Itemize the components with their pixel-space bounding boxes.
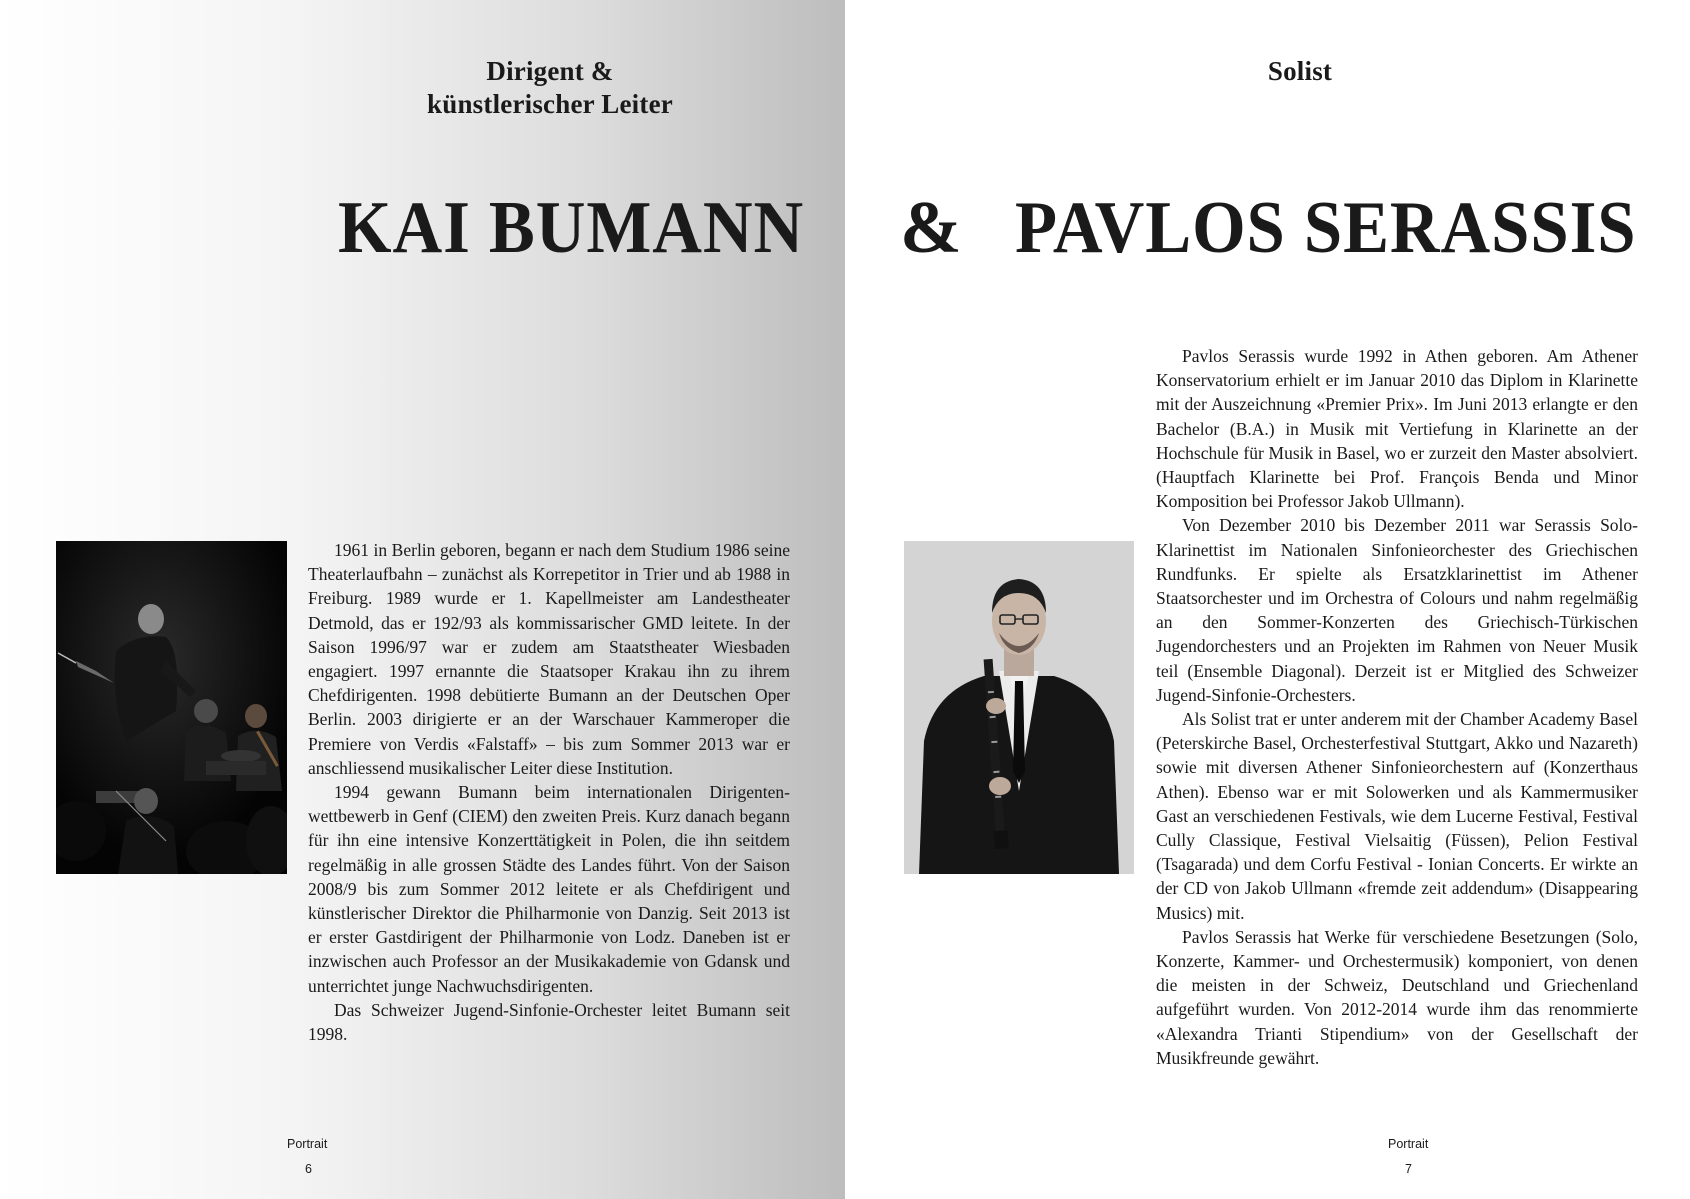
left-footer-section-label: Portrait <box>287 1137 328 1151</box>
left-role-heading <box>380 55 720 121</box>
left-role-line1: Dirigent & <box>486 56 614 86</box>
soloist-bio-paragraph: Als Solist trat er unter anderem mit der Chamber Academy Basel (Peterskirche Basel, Orchesterfestival Stuttgart, Akko und Nazareth) sowie mit diversen Athener Sinfonieorchestern auf (Konzerthaus Athen). Ebenso war er mit Solowerken und als Kammermusiker Gast an verschiedenen Festivals, wie dem Lucerne Festival, Festival Cully Classique, Festival Vielsaitig (Füssen), Pelion Festival (Tsagarada) und dem Corfu Festival - Ionian Concerts. Er wirkte an der CD von Jakob Ullmann «fremde zeit addendum» (Disappearing Musics) mit. <box>1156 709 1638 923</box>
right-role-heading: Solist <box>1267 56 1333 86</box>
soloist-biography <box>1156 344 1638 1070</box>
ampersand: & <box>900 187 963 269</box>
conductor-photo <box>56 541 287 874</box>
left-page-number: 6 <box>305 1162 312 1176</box>
soloist-bio-paragraph: Pavlos Serassis wurde 1992 in Athen geboren. Am Athener Konservatorium erhielt er im Januar 2010 das Diplom in Klarinette mit der Auszeichnung «Premier Prix». Im Juni 2013 erlangte er den Bachelor (B.A.) in Musik mit Vertiefung in Klarinette an der Hochschule für Musik in Basel, wo er zurzeit den Master absolviert. (Hauptfach Klarinette bei Prof. François Benda und Minor Komposition bei Professor Jakob Ullmann). <box>1156 346 1638 512</box>
conductor-bio-paragraph: 1994 gewann Bumann beim internationalen Dirigentenwettbewerb in Genf (CIEM) den zweiten Preis. Kurz danach begann für ihn eine intensive Konzerttätigkeit in Polen, die ihn seitdem regelmäßig in alle grossen Städte des Landes führt. Von der Saison 2008/9 bis zum Sommer 2012 leitete er als Chefdirigent und künstlerischer Direktor die Philharmonie von Danzig. Seit 2013 ist er erster Gastdirigent der Philharmonie von Lodz. Daneben ist er inzwischen auch Professor an der Musikakademie von Gdansk und unterrichtet junge Nachwuchsdirigenten. <box>308 782 790 996</box>
conductor-biography <box>308 538 790 1046</box>
conductor-bio-paragraph: 1961 in Berlin geboren, begann er nach dem Studium 1986 seine Theaterlaufbahn – zunächst als Korrepetitor in Trier und ab 1988 in Freiburg. 1989 wurde er 1. Kapellmeister am Landestheater Detmold, das er 192/93 als kommissarischer GMD leitete. In der Saison 1996/97 war er zudem am Staatstheater Wiesbaden engagiert. 1997 ernannte die Staatsoper Krakau ihn zu ihrem Chefdirigenten. 1998 debütierte Bumann an der Deutschen Oper Berlin. 2003 dirigierte er an der Warschauer Kammeroper die Premiere von Verdis «Falstaff» – bis zum Sommer 2013 war er anschliessend musikalischer Leiter diese Institution. <box>308 540 790 778</box>
left-role-line2: künstlerischer Leiter <box>427 89 673 119</box>
soloist-photo-illustration <box>904 541 1134 874</box>
soloist-bio-paragraph: Von Dezember 2010 bis Dezember 2011 war Serassis Solo-Klarinettist im Nationalen Sinfonieorchester des Griechischen Rundfunks. Er spielte als Ersatzklarinettist im Athener Staatsorchester und im Orchestra of Colours und nahm regelmäßig an den Sommer-Konzerten des Griechisch-Türkischen Jugendorchesters und an Projekten im Rahmen von Neuer Musik teil (Ensemble Diagonal). Derzeit ist er Mitglied des Schweizer Jugend-Sinfonie-Orchesters. <box>1156 515 1638 705</box>
conductor-bio-paragraph: Das Schweizer Jugend-Sinfonie-Orchester leitet Bumann seit 1998. <box>308 999 790 1045</box>
right-page-number: 7 <box>1405 1162 1412 1176</box>
soloist-name: PAVLOS SERASSIS <box>1015 187 1637 269</box>
conductor-name: KAI BUMANN <box>338 187 805 269</box>
soloist-bio-paragraph: Pavlos Serassis hat Werke für verschiedene Besetzungen (Solo, Konzerte, Kammer- und Orchestermusik) komponiert, von denen die meisten in der Schweiz, Deutschland und Griechenland aufgeführt wurden. Von 2012-2014 wurde ihm das renommierte «Alexandra Trianti Stipendium» von der Gesellschaft der Musikfreunde gewährt. <box>1156 926 1638 1068</box>
conductor-photo-illustration <box>56 541 287 874</box>
right-footer-section-label: Portrait <box>1388 1137 1429 1151</box>
soloist-photo <box>904 541 1134 874</box>
